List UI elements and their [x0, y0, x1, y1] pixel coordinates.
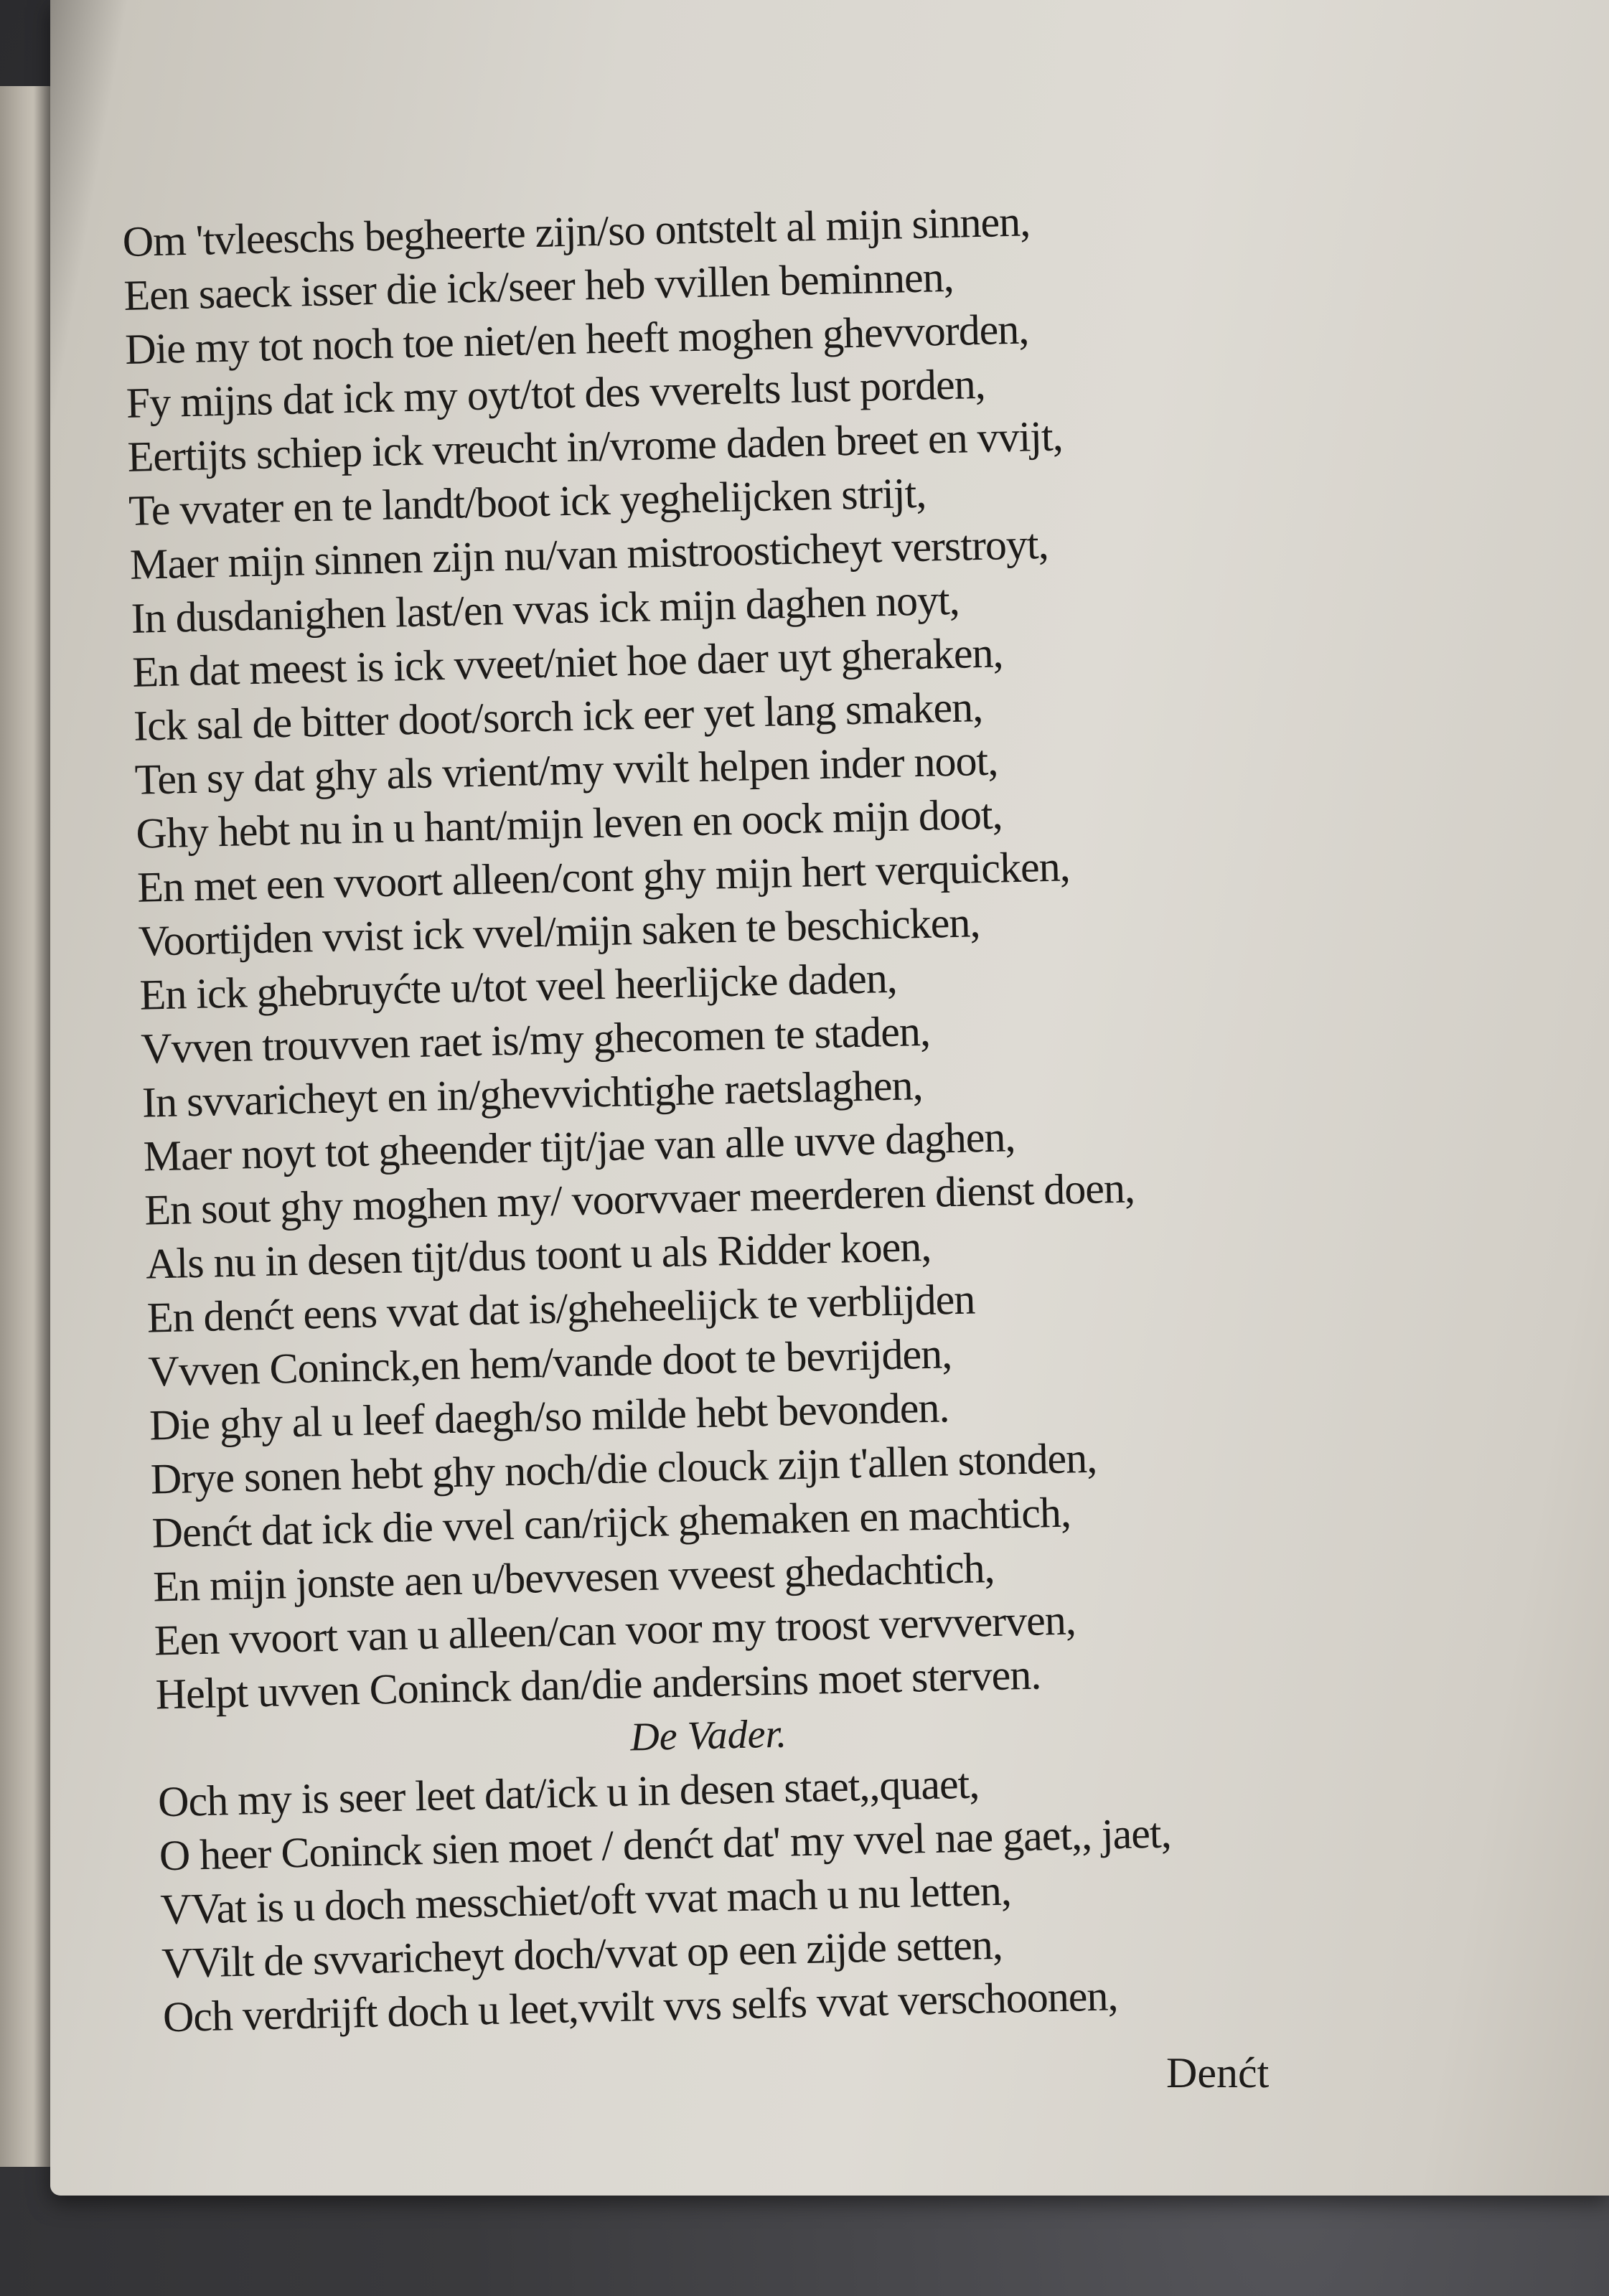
verse-line: Ghy hebt nu in u hant/mijn leven en oock mijn doot, [135, 790, 1003, 857]
verse-line: Te vvater en te landt/boot ick yeghelijcken strijt, [128, 469, 927, 535]
verse-line: Ten sy dat ghy als vrient/my vvilt helpen inder noot, [134, 736, 998, 804]
verse-line: In dusdanighen last/en vvas ick mijn daghen noyt, [131, 575, 960, 642]
speaker-heading: De Vader. [629, 1711, 787, 1760]
verse-line: Die ghy al u leef daegh/so milde hebt bevonden. [149, 1383, 950, 1449]
verse-line: En met een vvoort alleen/cont ghy mijn hert verquicken, [136, 842, 1071, 911]
verse-line: VVilt de svvaricheyt doch/vvat op een zijde setten, [161, 1920, 1003, 1987]
verse-line: En ick ghebruyćte u/tot veel heerlijcke daden, [139, 954, 898, 1019]
verse-line: Drye sonen hebt ghy noch/die clouck zijn t'allen stonden, [150, 1434, 1097, 1503]
verse-text-block [122, 187, 1383, 2044]
book-page [50, 0, 1609, 2196]
catchword: Denćt [1166, 2049, 1270, 2097]
facing-page-edge [0, 86, 56, 2167]
verse-line: VVat is u doch messchiet/oft vvat mach u nu letten, [159, 1866, 1012, 1934]
verse-line: Och my is seer leet dat/ick u in desen staet,,quaet, [157, 1759, 980, 1826]
verse-line: Eertijts schiep ick vreucht in/vrome daden breet en vvijt, [126, 412, 1064, 481]
verse-line: Och verdrijft doch u leet,vvilt vvs selfs vvat verschoonen, [162, 1972, 1119, 2041]
verse-line: Vvven trouvven raet is/my ghecomen te staden, [140, 1007, 931, 1073]
verse-line: O heer Coninck sien moet / denćt dat' my vvel nae gaet,, jaet, [159, 1809, 1172, 1880]
verse-line: Vvven Coninck,en hem/vande doot te bevrijden, [147, 1330, 952, 1396]
verse-line: En denćt eens vvat dat is/gheheelijck te verblijden [146, 1275, 975, 1342]
verse-lines-part2 [157, 1748, 1383, 2044]
verse-line: Maer noyt tot gheender tijt/jae van alle uvve daghen, [143, 1113, 1016, 1180]
verse-line: En mijn jonste aen u/bevvesen vveest ghedachtich, [152, 1543, 995, 1611]
verse-line: Voortijden vvist ick vvel/mijn saken te beschicken, [138, 898, 981, 965]
verse-line: In svvaricheyt en in/ghevvichtighe raetslaghen, [141, 1061, 924, 1126]
verse-line: Een vvoort van u alleen/can voor my troost vervverven, [154, 1596, 1076, 1665]
verse-line: En sout ghy moghen my/ voorvvaer meerderen dienst doen, [144, 1164, 1135, 1234]
verse-line: En dat meest is ick vveet/niet hoe daer uyt gheraken, [131, 629, 1004, 696]
verse-line: Een saeck isser die ick/seer heb vvillen beminnen, [123, 253, 954, 319]
verse-line: Helpt uvven Coninck dan/die andersins moet sterven. [155, 1650, 1041, 1718]
verse-line: Fy mijns dat ick my oyt/tot des vverelts lust porden, [126, 359, 986, 427]
verse-line: Maer mijn sinnen zijn nu/van mistroosticheyt verstroyt, [129, 519, 1049, 588]
verse-line: Ick sal de bitter doot/sorch ick eer yet lang smaken, [133, 682, 983, 750]
verse-line: Denćt dat ick die vvel can/rijck ghemaken en machtich, [151, 1488, 1071, 1557]
verse-line: Als nu in desen tijt/dus toont u als Ridder koen, [145, 1222, 932, 1288]
verse-lines-part1 [122, 187, 1376, 1721]
verse-line: Die my tot noch toe niet/en heeft moghen ghevvorden, [124, 305, 1029, 373]
verse-line: Om 'tvleeschs begheerte zijn/so ontstelt al mijn sinnen, [122, 197, 1031, 265]
